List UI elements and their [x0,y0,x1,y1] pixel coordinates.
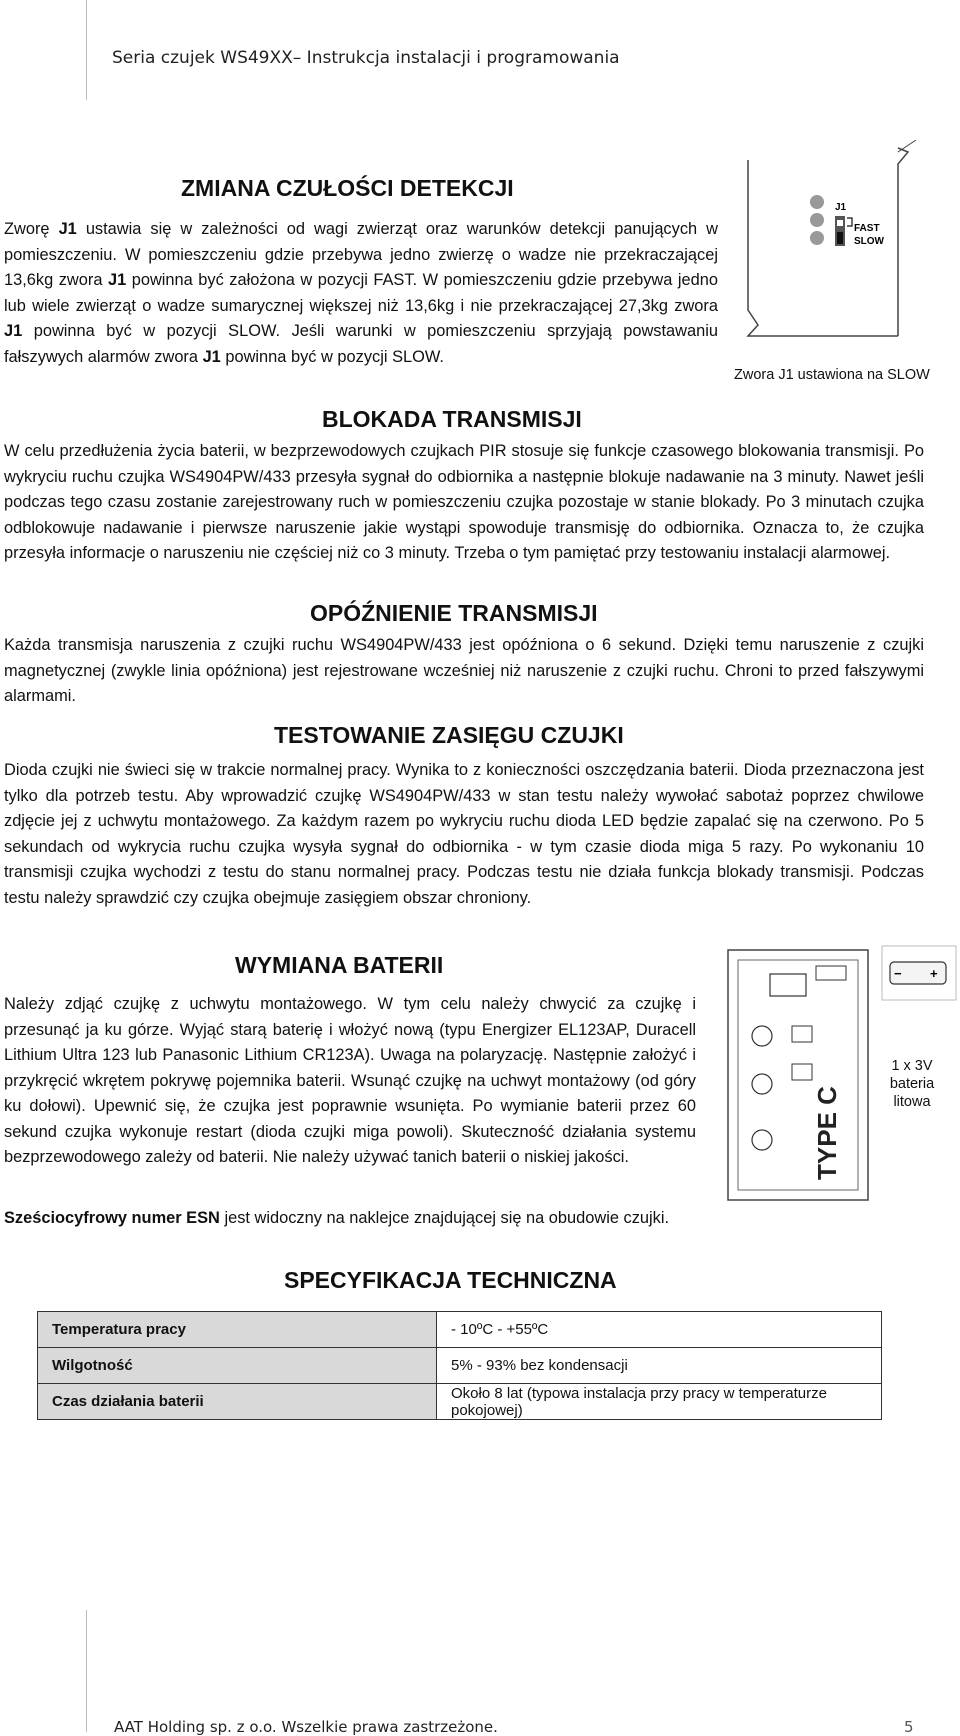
footer-rule [86,1610,87,1732]
type-c-label: TYPE C [812,1086,842,1180]
range-test-paragraph: Dioda czujki nie świeci się w trakcie normalnej pracy. Wynika to z konieczności oszczędzania baterii. Dioda przeznaczona jest tylko dla potrzeb testu. Aby wprowadzić czujkę WS4904PW/433 w stan testu należy wywołać sabotaż poprzez chwilowe zdjęcie jej z uchwytu montażowego. Za każdym razem po wykryciu ruchu dioda LED będzie zapalać się na czerwono. Po 5 sekundach od wykrycia ruchu czujka wysyła sygnał do odbiornika - w tym czasie dioda miga 5 razy. Po wykonaniu 10 transmisji czujka wychodzi z testu do stanu normalnej pracy. Podczas testu nie działa funkcja blokady transmisji. Podczas testu należy sprawdzić czy czujka obejmuje zasięgiem obszar chroniony. [4,761,924,907]
j1-bold: J1 [107,271,127,289]
jumper-cap [837,232,843,244]
board-hole [810,195,824,209]
section-title-spec: SPECYFIKACJA TECHNICZNA [284,1267,617,1293]
battery-caption-line: litowa [893,1094,931,1110]
spec-label: Temperatura pracy [38,1312,437,1348]
label-j1: J1 [835,202,847,213]
bracket-window [770,974,806,996]
section-title-sensitivity: ZMIANA CZUŁOŚCI DETEKCJI [181,175,514,201]
label-slow: SLOW [854,236,884,247]
battery-plus: + [930,966,938,981]
section-title-range-test: TESTOWANIE ZASIĘGU CZUJKI [274,722,624,748]
jumper-figure [738,140,938,370]
battery-minus: − [894,966,902,981]
bracket-tab [816,966,846,980]
battery-caption-line: 1 x 3V [891,1058,933,1074]
spec-value: Około 8 lat (typowa instalacja przy pracy w temperaturze pokojowej) [437,1384,882,1420]
spec-row [38,1312,882,1348]
battery-paragraph: Należy zdjąć czujkę z uchwytu montażowego. W tym celu należy chwycić za czujkę i przesunąć ja ku górze. Wyjąć starą baterię i włożyć nową (typu Energizer EL123AP, Duracell Lithium Ultra 123 lub Panasonic Lithium CR123A). Uwaga na polaryzację. Następnie założyć i przykręcić wkrętem pokrywę pojemnika baterii. Wsunąć czujkę na uchwyt montażowy (od góry ku dołowi). Upewnić się, że czujka jest poprawnie wsunięta. Po wymianie baterii przez 60 sekund czujka wykonuje restart (dioda czujki miga powoli). Skuteczność działania systemu bezprzewodowego zależy od baterii. Nie należy używać tanich baterii o niskiej jakości. [4,995,696,1166]
text-run: powinna być w pozycji SLOW. Jeśli warunki w pomieszczeniu sprzyjają powstawaniu fałszywych alarmów zwora [4,322,718,366]
board-outline-right [898,148,908,336]
board-hole [810,231,824,245]
esn-paragraph [4,1206,924,1232]
esn-text: jest widoczny na naklejce znajdującej się na obudowie czujki. [219,1209,670,1227]
esn-bold: Sześciocyfrowy numer ESN [4,1209,220,1227]
header-rule [86,0,87,100]
section-title-blocking: BLOKADA TRANSMISJI [322,406,582,432]
label-fast: FAST [854,223,880,234]
board-hole [810,213,824,227]
battery-caption [872,1057,952,1111]
page-number: 5 [904,1718,914,1736]
jumper-pin [837,220,843,226]
blocking-paragraph: W celu przedłużenia życia baterii, w bezprzewodowych czujkach PIR stosuje się funkcje czasowego blokowania transmisji. Po wykryciu ruchu czujka WS4904PW/433 przesyła sygnał do odbiornika a następnie blokuje nadawanie na 3 minuty. Nawet jeśli podczas tego czasu zostanie zarejestrowany ruch w pomieszczeniu czujka pozostaje w stanie blokady. Po 3 minutach czujka odblokowuje nadawanie i pierwsze naruszenie jakie wystąpi spowoduje transmisję do odbiornika. Oznacza to, że czujka przesyła informacje o naruszeniu nie częściej niż co 3 minuty. Trzeba o tym pamiętać przy testowaniu instalacji alarmowej. [4,442,924,562]
sensitivity-paragraph [4,217,718,370]
board-outline [748,160,898,336]
footer-copyright: AAT Holding sp. z o.o. Wszelkie prawa zastrzeżone. [114,1718,498,1736]
bracket-fast [847,218,852,226]
text-run: powinna być w pozycji SLOW. [220,347,444,366]
delay-paragraph: Każda transmisja naruszenia z czujki ruchu WS4904PW/433 jest opóźniona o 6 sekund. Dzięki temu naruszenie z czujki magnetycznej (zwykle linia opóźniona) jest rejestrowane wcześniej niż naruszenie z czujki ruchu. Chroni to przed fałszywymi alarmami. [4,636,924,705]
spec-row [38,1348,882,1384]
spec-table [37,1311,882,1420]
spec-label: Wilgotność [38,1348,437,1384]
battery-caption-line: bateria [889,1076,935,1092]
spec-label: Czas działania baterii [38,1384,437,1420]
j1-bold: J1 [202,347,221,366]
j1-bold: J1 [4,322,23,340]
spec-value: 5% - 93% bez kondensacji [437,1348,882,1384]
page-header-title: Seria czujek WS49XX– Instrukcja instalacji i programowania [112,48,620,68]
jumper-caption: Zwora J1 ustawiona na SLOW [734,367,930,383]
text-run: Zworę [4,220,59,238]
text-run: powinna być założona w pozycji FAST. W pomieszczeniu gdzie przebywa jedno lub wiele zwierząt o wadze sumarycznej większej niż 13,6kg i nie przekraczającej 27,3kg zwora [4,271,718,315]
spec-value: - 10ºC - +55ºC [437,1312,882,1348]
section-title-battery: WYMIANA BATERII [235,952,444,978]
board-edge [898,140,916,152]
section-title-delay: OPÓŹNIENIE TRANSMISJI [310,600,598,626]
spec-row [38,1384,882,1420]
text-run: ustawia się w zależności od wagi zwierząt oraz warunków detekcji panujących w pomieszczeniu. W pomieszczeniu gdzie przebywa jedno zwierzę o wadze nie przekraczającej 13,6kg zwora [4,220,718,289]
j1-bold: J1 [58,220,77,238]
